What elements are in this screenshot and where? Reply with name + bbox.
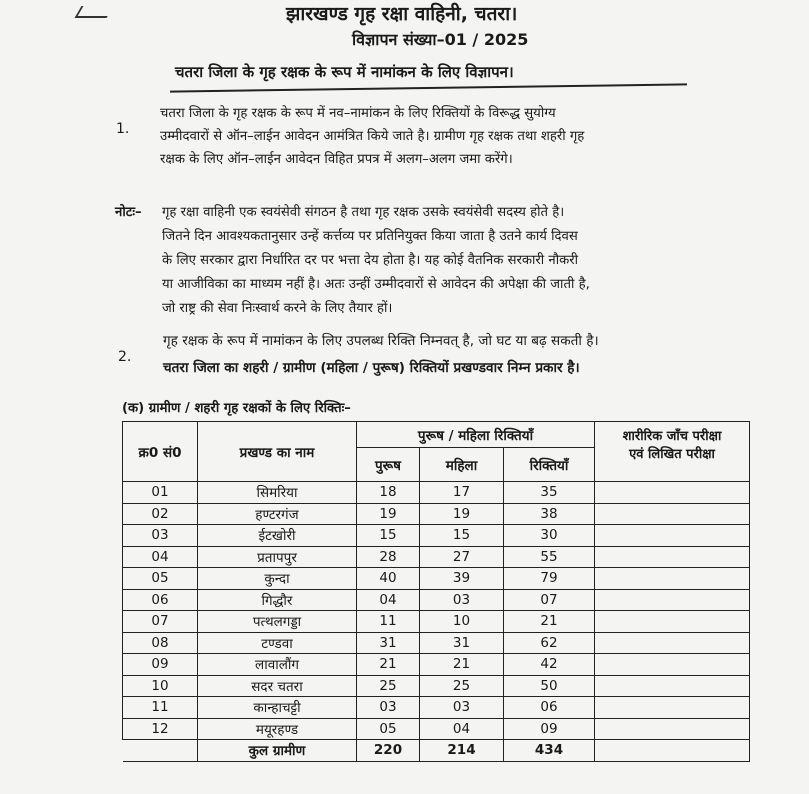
total-label: कुल ग्रामीण: [198, 740, 357, 762]
total-male: 220: [357, 740, 420, 762]
table-row: [123, 632, 750, 654]
block-name-cell: मयूरहण्ड: [198, 718, 357, 740]
para1-line-2: उम्मीदवारों से ऑन–लाईन आवेदन आमंत्रित किये जाते है। ग्रामीण गृह रक्षक तथा शहरी गृह: [160, 129, 585, 144]
header-block-name: प्रखण्ड का नाम: [198, 422, 357, 482]
exam-cell: [595, 632, 750, 654]
female-cell: 10: [420, 611, 504, 633]
note-line-4: या आजीविका का माध्यम नहीं है। अतः उन्हीं उम्मीदवारों से आवेदन की अपेक्षा की जाती है,: [162, 277, 590, 292]
note-line-1: गृह रक्षा वाहिनी एक स्वयंसेवी संगठन है तथा गृह रक्षक उसके स्वयंसेवी सदस्य होते है।: [162, 205, 565, 220]
block-name-cell: सदर चतरा: [198, 675, 357, 697]
vacancy-table: [122, 421, 750, 762]
header-exam-line-1: शारीरिक जाँच परीक्षा: [622, 429, 722, 444]
serial-cell: 11: [123, 697, 198, 719]
exam-cell: [595, 546, 750, 568]
female-cell: 03: [420, 697, 504, 719]
serial-cell: 09: [123, 654, 198, 676]
pen-mark: [75, 6, 114, 18]
male-cell: 28: [357, 546, 420, 568]
female-cell: 04: [420, 718, 504, 740]
serial-cell: 04: [123, 546, 198, 568]
exam-cell: [595, 503, 750, 525]
vacancies-cell: 38: [504, 503, 595, 525]
exam-cell: [595, 718, 750, 740]
para1-line-1: चतरा जिला के गृह रक्षक के रूप में नव–नामांकन के लिए रिक्तियों के विरूद्ध सुयोग्य: [160, 106, 556, 121]
total-serial-cell: [123, 740, 198, 762]
para2-number: 2.: [118, 349, 132, 365]
table-row: [123, 589, 750, 611]
table-row: [123, 568, 750, 590]
header-vacancy-group: पुरूष / महिला रिक्तियाँ: [357, 422, 595, 448]
block-name-cell: टण्डवा: [198, 632, 357, 654]
exam-cell: [595, 482, 750, 504]
block-name-cell: लावालौंग: [198, 654, 357, 676]
table-row: [123, 697, 750, 719]
header-exam: [595, 422, 750, 482]
serial-cell: 07: [123, 611, 198, 633]
female-cell: 15: [420, 525, 504, 547]
male-cell: 25: [357, 675, 420, 697]
serial-cell: 05: [123, 568, 198, 590]
vacancies-cell: 50: [504, 675, 595, 697]
table-row: [123, 611, 750, 633]
block-name-cell: हण्टरगंज: [198, 503, 357, 525]
male-cell: 11: [357, 611, 420, 633]
header-female: महिला: [420, 448, 504, 482]
header-male: पुरूष: [357, 448, 420, 482]
para1-line-3: रक्षक के लिए ऑन–लाईन आवेदन विहित प्रपत्र में अलग–अलग जमा करेंगे।: [160, 152, 513, 167]
female-cell: 25: [420, 675, 504, 697]
vacancies-cell: 35: [504, 482, 595, 504]
advertisement-number: विज्ञापन संख्या–01 / 2025: [352, 30, 529, 49]
female-cell: 31: [420, 632, 504, 654]
para1-number: 1.: [116, 121, 130, 137]
female-cell: 17: [420, 482, 504, 504]
male-cell: 19: [357, 503, 420, 525]
block-name-cell: ईटखोरी: [198, 525, 357, 547]
vacancies-cell: 30: [504, 525, 595, 547]
vacancies-cell: 62: [504, 632, 595, 654]
male-cell: 31: [357, 632, 420, 654]
serial-cell: 08: [123, 632, 198, 654]
table-caption: (क) ग्रामीण / शहरी गृह रक्षकों के लिए रिक्तिः–: [122, 401, 351, 416]
serial-cell: 03: [123, 525, 198, 547]
block-name-cell: सिमरिया: [198, 482, 357, 504]
vacancies-cell: 07: [504, 589, 595, 611]
total-female: 214: [420, 740, 504, 762]
organization-title: झारखण्ड गृह रक्षा वाहिनी, चतरा।: [286, 3, 518, 25]
block-name-cell: प्रतापपुर: [198, 546, 357, 568]
male-cell: 05: [357, 718, 420, 740]
table-row: [123, 525, 750, 547]
exam-cell: [595, 611, 750, 633]
vacancies-cell: 21: [504, 611, 595, 633]
exam-cell: [595, 525, 750, 547]
vacancies-cell: 79: [504, 568, 595, 590]
note-line-2: जितने दिन आवश्यकतानुसार उन्हें कर्त्तव्य पर प्रतिनियुक्त किया जाता है उतने कार्य दिवस: [162, 229, 578, 244]
block-name-cell: पत्थलगड्डा: [198, 611, 357, 633]
para2-line-2: चतरा जिला का शहरी / ग्रामीण (महिला / पुरूष) रिक्तियों प्रखण्डवार निम्न प्रकार है।: [163, 360, 580, 376]
exam-cell: [595, 589, 750, 611]
exam-cell: [595, 654, 750, 676]
male-cell: 03: [357, 697, 420, 719]
header-vacancies: रिक्तियाँ: [504, 448, 595, 482]
header-exam-line-2: एवं लिखित परीक्षा: [629, 447, 715, 462]
table-total-row: [123, 740, 750, 762]
header-serial: क्र0 सं0: [123, 422, 198, 482]
male-cell: 15: [357, 525, 420, 547]
table-row: [123, 503, 750, 525]
serial-cell: 06: [123, 589, 198, 611]
total-vacancies: 434: [504, 740, 595, 762]
serial-cell: 10: [123, 675, 198, 697]
table-row: [123, 718, 750, 740]
table-row: [123, 654, 750, 676]
female-cell: 03: [420, 589, 504, 611]
vacancies-cell: 42: [504, 654, 595, 676]
exam-cell: [595, 675, 750, 697]
exam-cell: [595, 697, 750, 719]
block-name-cell: कुन्दा: [198, 568, 357, 590]
block-name-cell: गिद्धौर: [198, 589, 357, 611]
serial-cell: 01: [123, 482, 198, 504]
total-exam-cell: [595, 740, 750, 762]
para2-line-1: गृह रक्षक के रूप में नामांकन के लिए उपलब्ध रिक्ति निम्नवत् है, जो घट या बढ़ सकती है।: [163, 333, 599, 349]
male-cell: 21: [357, 654, 420, 676]
note-label: नोटः–: [115, 205, 142, 220]
male-cell: 40: [357, 568, 420, 590]
female-cell: 21: [420, 654, 504, 676]
male-cell: 18: [357, 482, 420, 504]
advertisement-subject: चतरा जिला के गृह रक्षक के रूप में नामांकन के लिए विज्ञापन।: [175, 63, 514, 81]
note-line-3: के लिए सरकार द्वारा निर्धारित दर पर भत्ता देय होता है। यह कोई वैतनिक सरकारी नौकरी: [162, 253, 579, 268]
block-name-cell: कान्हाचट्टी: [198, 697, 357, 719]
table-row: [123, 546, 750, 568]
note-line-5: जो राष्ट्र की सेवा निःस्वार्थ करने के लिए तैयार हों।: [162, 301, 393, 316]
vacancies-cell: 55: [504, 546, 595, 568]
table-row: [123, 482, 750, 504]
table-row: [123, 675, 750, 697]
subject-underline: [170, 83, 687, 92]
female-cell: 19: [420, 503, 504, 525]
male-cell: 04: [357, 589, 420, 611]
vacancies-cell: 06: [504, 697, 595, 719]
female-cell: 27: [420, 546, 504, 568]
vacancies-cell: 09: [504, 718, 595, 740]
serial-cell: 02: [123, 503, 198, 525]
exam-cell: [595, 568, 750, 590]
serial-cell: 12: [123, 718, 198, 740]
female-cell: 39: [420, 568, 504, 590]
